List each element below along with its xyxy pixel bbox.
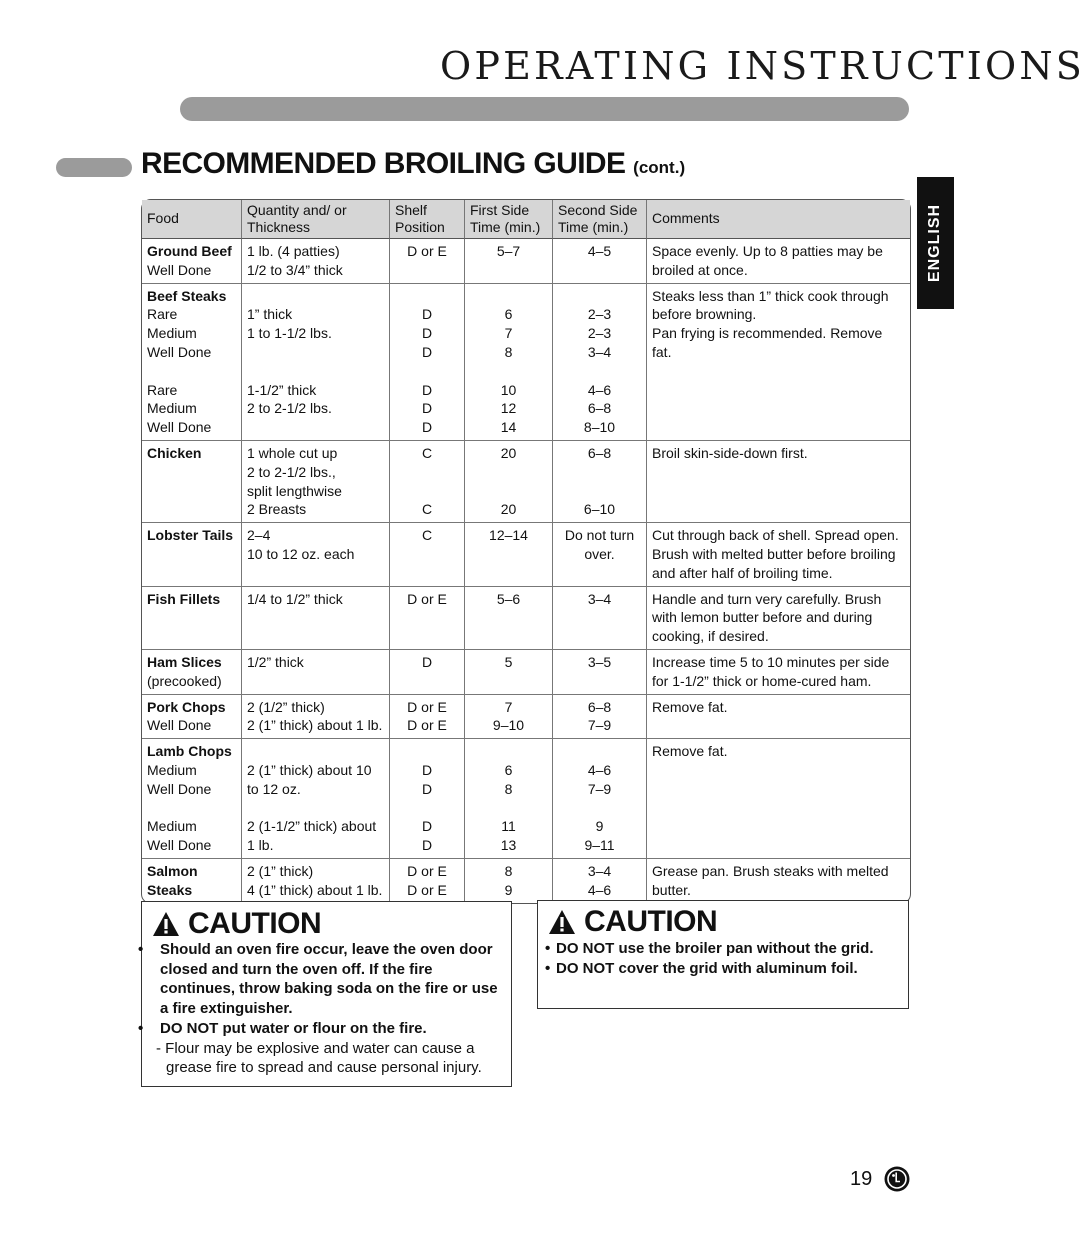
food-name: Chicken (147, 444, 202, 461)
caution-box-grid (537, 900, 909, 1009)
quantity-cell: 1 lb. (4 patties) 1/2 to 3/4” thick (242, 239, 390, 284)
shelf-cell: D or E D or E (390, 695, 465, 740)
food-cell (142, 523, 242, 586)
comments-cell: Grease pan. Brush steaks with melted butter. (652, 862, 889, 898)
caution-box-fire (138, 901, 512, 1087)
caution-title-text: CAUTION (188, 907, 322, 940)
food-cell (142, 587, 242, 650)
caution-item-text: Should an oven fire occur, leave the oven door closed and turn the oven off. If the fire continues, throw baking soda on the fire or use a fire extinguisher. (160, 941, 498, 1018)
first-side-cell: 6 8 11 13 (465, 739, 553, 859)
section-pill (56, 158, 132, 177)
comments-cell: Cut through back of shell. Spread open. Brush with melted butter before broiling and after half of broiling time. (647, 523, 910, 586)
page-number: 19 (850, 1168, 873, 1190)
caution-item (138, 1019, 505, 1039)
food-cell (142, 650, 242, 695)
header-first-side: First Side Time (min.) (465, 200, 553, 239)
quantity-cell: 1” thick 1 to 1-1/2 lbs. 1-1/2” thick 2 to 2-1/2 lbs. (242, 284, 390, 441)
bullet: • (545, 959, 551, 977)
second-side-cell: 6–8 6–10 (553, 441, 647, 523)
food-doneness: Well Done (147, 717, 212, 734)
comments-cell: Steaks less than 1” thick cook through before browning. Pan frying is recommended. Remove fat. (647, 284, 910, 441)
caution-item-text: DO NOT put water or flour on the fire. (160, 1019, 427, 1037)
food-name: Ground Beef (147, 243, 232, 259)
food-name: Salmon Steaks (147, 862, 198, 898)
first-side-cell: 8 9 (465, 859, 553, 903)
first-side-cell: 20 20 (465, 441, 553, 523)
comments-cell: Remove fat. (647, 739, 910, 859)
food-doneness: (precooked) (147, 672, 222, 689)
header-quantity: Quantity and/ or Thickness (242, 200, 390, 239)
shelf-cell: D or E (390, 587, 465, 650)
table-row (142, 284, 910, 441)
first-side-cell: 6 7 8 10 12 14 (465, 284, 553, 441)
shelf-cell: D (390, 650, 465, 695)
broiling-guide-table (141, 199, 911, 904)
caution-item (138, 940, 505, 1019)
table-row (142, 587, 910, 650)
table-row (142, 739, 910, 859)
second-side-cell: 4–5 (553, 239, 647, 284)
bullet: • (138, 1019, 144, 1037)
quantity-cell: 2 (1/2” thick) 2 (1” thick) about 1 lb. (242, 695, 390, 740)
food-doneness: Well Done (147, 261, 212, 278)
comments-cell: Handle and turn very carefully. Brush with lemon butter before and during cooking, if desired. (647, 587, 910, 650)
caution-item-text: DO NOT cover the grid with aluminum foil. (556, 959, 858, 977)
shelf-cell: C C (390, 441, 465, 523)
section-title (141, 147, 685, 181)
section-title-cont: (cont.) (633, 158, 686, 177)
table-row (142, 859, 910, 903)
first-side-cell: 5–6 (465, 587, 553, 650)
table-row (142, 239, 910, 284)
food-doneness: Medium Well Done Medium Well Done (147, 761, 212, 854)
second-side-cell: Do not turn over. (553, 523, 647, 586)
caution-note: - Flour may be explosive and water can cause a grease fire to spread and cause personal injury. (156, 1039, 482, 1077)
second-side-cell: 3–4 4–6 (553, 859, 647, 903)
quantity-cell: 1/2” thick (242, 650, 390, 695)
food-name: Beef Steaks (147, 287, 227, 304)
header-bar (180, 97, 909, 121)
header-shelf: Shelf Position (390, 200, 465, 239)
second-side-cell: 3–4 (553, 587, 647, 650)
comments-cell: Broil skin-side-down first. (647, 441, 910, 523)
caution-title-text: CAUTION (584, 905, 718, 938)
second-side-cell: 6–8 7–9 (553, 695, 647, 740)
quantity-cell: 1 whole cut up 2 to 2-1/2 lbs., split lengthwise 2 Breasts (242, 441, 390, 523)
food-cell (142, 859, 242, 903)
table-row (142, 695, 910, 740)
caution-list (545, 939, 903, 978)
second-side-cell: 2–3 2–3 3–4 4–6 6–8 8–10 (553, 284, 647, 441)
shelf-cell: D or E (390, 239, 465, 284)
first-side-cell: 7 9–10 (465, 695, 553, 740)
language-tab (917, 177, 954, 309)
quantity-cell: 2–4 10 to 12 oz. each (242, 523, 390, 586)
caution-item (545, 959, 903, 979)
quantity-cell: 2 (1” thick) 4 (1” thick) about 1 lb. (242, 859, 390, 903)
header-food: Food (142, 200, 242, 239)
table-row (142, 441, 910, 523)
shelf-cell: D D D D D D (390, 284, 465, 441)
shelf-cell: C (390, 523, 465, 586)
second-side-cell: 4–6 7–9 9 9–11 (553, 739, 647, 859)
caution-item (545, 939, 903, 959)
quantity-cell: 2 (1” thick) about 10 to 12 oz. 2 (1-1/2” thick) about 1 lb. (242, 739, 390, 859)
food-cell (142, 239, 242, 284)
first-side-cell: 12–14 (465, 523, 553, 586)
comments-cell: Increase time 5 to 10 minutes per side for 1-1/2” thick or home-cured ham. (647, 650, 910, 695)
lg-logo-icon (884, 1166, 910, 1192)
header-second-side: Second Side Time (min.) (553, 200, 647, 239)
comments-cell: Space evenly. Up to 8 patties may be broiled at once. (647, 239, 910, 284)
food-cell (142, 695, 242, 740)
warning-icon (152, 911, 180, 937)
table-header-row (142, 200, 910, 239)
caution-item-text: DO NOT use the broiler pan without the grid. (556, 940, 874, 957)
food-name: Ham Slices (147, 653, 222, 670)
language-tab-label: ENGLISH (926, 203, 944, 283)
section-title-text: RECOMMENDED BROILING GUIDE (141, 147, 626, 180)
food-name: Fish Fillets (147, 590, 221, 607)
warning-icon (548, 909, 576, 935)
first-side-cell: 5 (465, 650, 553, 695)
first-side-cell: 5–7 (465, 239, 553, 284)
food-name: Lobster Tails (147, 527, 234, 544)
second-side-cell: 3–5 (553, 650, 647, 695)
food-doneness: Rare Medium Well Done Rare Medium Well Done (147, 306, 212, 436)
quantity-cell: 1/4 to 1/2” thick (242, 587, 390, 650)
table-row (142, 523, 910, 586)
caution-list (138, 940, 505, 1078)
food-cell (142, 441, 242, 523)
table-row (142, 650, 910, 695)
page-header-title: OPERATING INSTRUCTIONS (440, 44, 1085, 88)
header-comments: Comments (647, 200, 910, 239)
food-cell (142, 739, 242, 859)
shelf-cell: D or E D or E (390, 859, 465, 903)
caution-title (548, 905, 717, 939)
comments-cell: Remove fat. (647, 695, 910, 740)
caution-title (152, 907, 321, 941)
bullet: • (545, 940, 551, 957)
bullet: • (138, 941, 144, 958)
food-name: Pork Chops (147, 698, 226, 715)
food-name: Lamb Chops (147, 743, 232, 760)
shelf-cell: D D D D (390, 739, 465, 859)
food-cell (142, 284, 242, 441)
